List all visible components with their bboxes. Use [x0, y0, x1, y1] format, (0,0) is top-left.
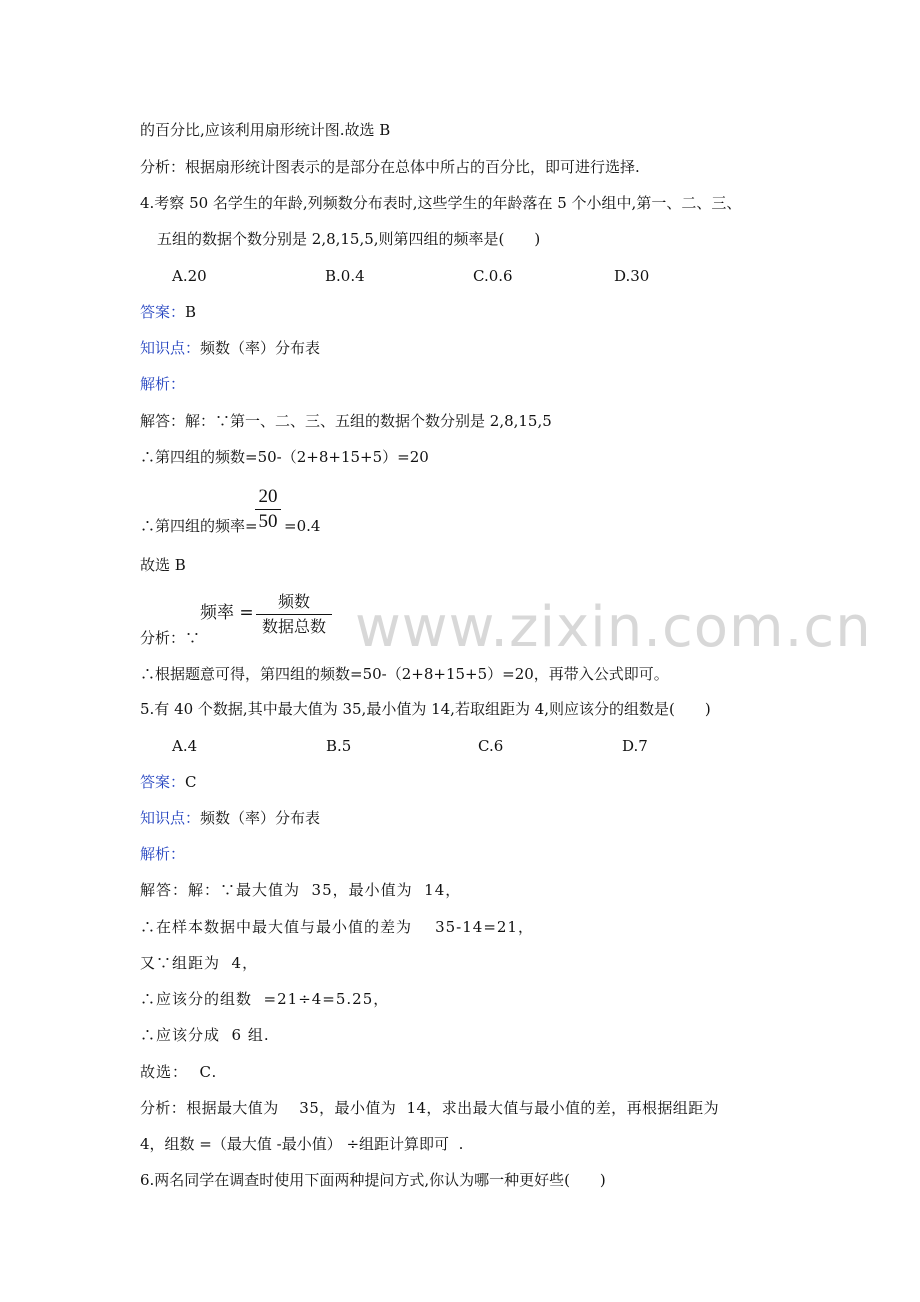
- q5-knowledge-point: [140, 808, 320, 828]
- q4-analysis-line: 分析：∵: [140, 629, 201, 647]
- answer-label: 答案：: [140, 303, 186, 321]
- fraction-numerator: 20: [258, 486, 278, 507]
- answer-value: C: [185, 773, 197, 791]
- formula-numerator: 频数: [277, 592, 310, 611]
- q5-option-a: A.4: [172, 737, 198, 755]
- fraction-bar: [255, 509, 281, 510]
- answer-label: 答案：: [140, 773, 186, 791]
- q4-knowledge-point: [140, 338, 320, 358]
- q4-answer: [140, 302, 196, 322]
- q5-solution-line: ∴应该分成 6 组.: [140, 1026, 270, 1044]
- q4-solution-result: =0.4: [284, 517, 321, 535]
- q4-solution-line: ∴第四组的频率=: [140, 517, 258, 535]
- formula-denominator: 数据总数: [261, 617, 326, 636]
- q5-solution-line: 又∵组距为 4，: [140, 954, 259, 972]
- question-4-stem-cont: 五组的数据个数分别是 2,8,15,5,则第四组的频率是( ): [157, 230, 541, 248]
- knowledge-value: 频数（率）分布表: [200, 809, 321, 827]
- q4-solution-line: ∴第四组的频数=50-（2+8+15+5）=20: [140, 448, 429, 466]
- q4-solution-line: 解答：解：∵第一、二、三、五组的数据个数分别是 2,8,15,5: [140, 412, 552, 430]
- q5-option-d: D.7: [622, 737, 648, 755]
- fraction-20-50: [255, 486, 281, 533]
- q5-analysis-label: 解析：: [140, 845, 186, 863]
- formula-bar: [256, 614, 332, 615]
- q5-solution-line: 故选： C.: [140, 1063, 218, 1081]
- q4-option-c: C.0.6: [473, 267, 513, 285]
- q4-option-d: D.30: [614, 267, 650, 285]
- q4-analysis-line: ∴根据题意可得，第四组的频数=50-（2+8+15+5）=20，再带入公式即可。: [140, 665, 669, 683]
- question-6-stem: 6.两名同学在调查时使用下面两种提问方式,你认为哪一种更好些( ): [140, 1171, 606, 1189]
- q5-option-c: C.6: [478, 737, 504, 755]
- q5-analysis-line: 分析：根据最大值为 35，最小值为 14，求出最大值与最小值的差，再根据组距为: [140, 1099, 719, 1117]
- q4-solution-line: 故选 B: [140, 556, 186, 574]
- q5-solution-line: ∴在样本数据中最大值与最小值的差为 35-14=21，: [140, 918, 534, 936]
- text-line: 的百分比,应该利用扇形统计图.故选 B: [140, 121, 391, 139]
- knowledge-label: 知识点：: [140, 339, 201, 357]
- q5-analysis-line: 4，组数 =（最大值 -最小值） ÷组距计算即可 .: [140, 1135, 464, 1153]
- knowledge-label: 知识点：: [140, 809, 201, 827]
- text-line: 分析：根据扇形统计图表示的是部分在总体中所占的百分比，即可进行选择.: [140, 158, 640, 176]
- question-4-stem: 4.考察 50 名学生的年龄,列频数分布表时,这些学生的年龄落在 5 个小组中,第一、二、三、: [140, 194, 742, 212]
- q4-option-b: B.0.4: [325, 267, 365, 285]
- knowledge-value: 频数（率）分布表: [200, 339, 321, 357]
- answer-value: B: [185, 303, 197, 321]
- q5-solution-line: ∴应该分的组数 =21÷4=5.25，: [140, 990, 390, 1008]
- question-5-stem: 5.有 40 个数据,其中最大值为 35,最小值为 14,若取组距为 4,则应该分的组数是( ): [140, 700, 711, 718]
- fraction-denominator: 50: [258, 511, 278, 532]
- formula-lhs: 频率 =: [200, 603, 254, 623]
- q4-analysis-label: 解析：: [140, 375, 186, 393]
- q5-solution-line: 解答：解：∵最大值为 35，最小值为 14，: [140, 881, 462, 899]
- watermark: www.zixin.com.cn: [355, 595, 872, 660]
- q5-answer: [140, 772, 197, 792]
- formula-fraction: [256, 591, 332, 638]
- q4-option-a: A.20: [172, 267, 207, 285]
- q5-option-b: B.5: [326, 737, 352, 755]
